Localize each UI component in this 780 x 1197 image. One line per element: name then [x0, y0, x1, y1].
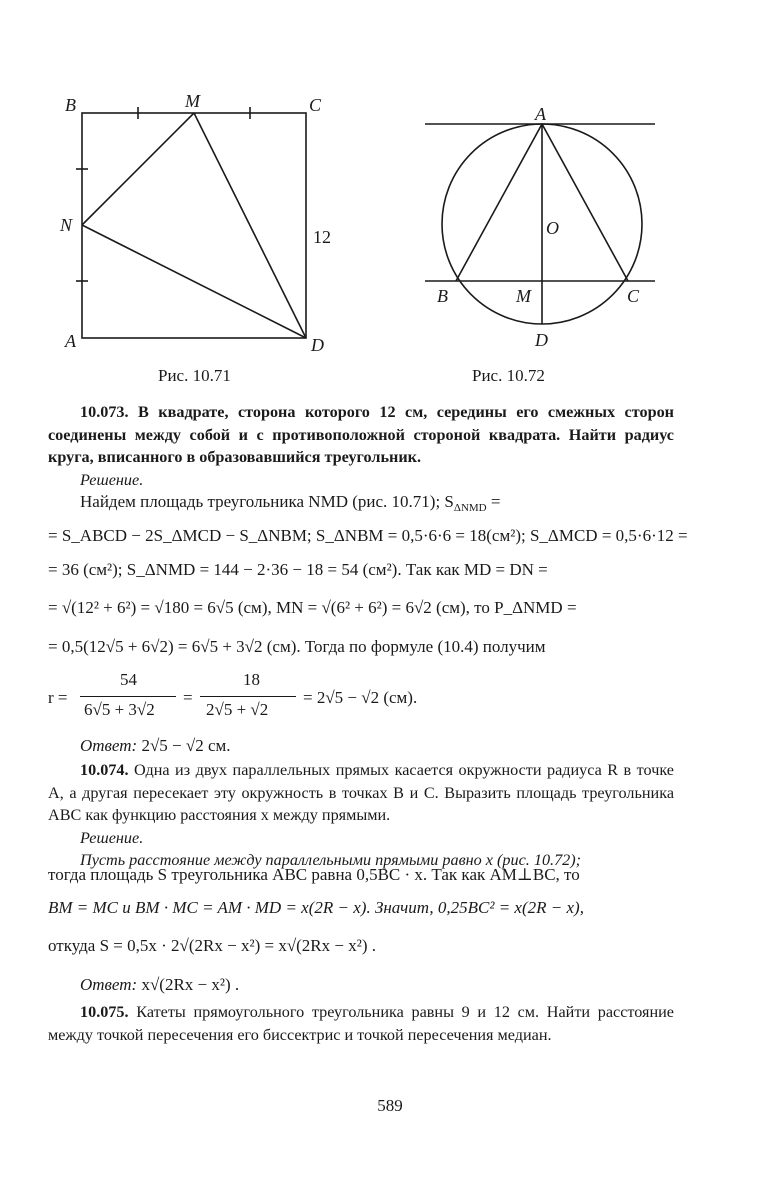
formula-line-6: тогда площадь S треугольника ABC равна 0,5BC · x. Так как AM⊥BC, то	[48, 865, 580, 884]
formula-line-5: = 0,5(12√5 + 6√2) = 6√5 + 3√2 (см). Тогда по формуле (10.4) получим	[48, 637, 546, 656]
label-b: B	[437, 286, 448, 306]
problem-10-074	[48, 759, 674, 872]
problem-number: 10.073.	[80, 403, 129, 421]
caption-10-72: Рис. 10.72	[472, 366, 545, 385]
problem-text: Катеты прямоугольного треугольника равны 9 и 12 см. Найти расстояние между точкой пересечения его биссектрис и точкой пересечения медиан.	[48, 1003, 674, 1044]
figure-10-71	[55, 85, 355, 360]
answer-value: x√(2Rx − x²) .	[137, 975, 240, 994]
formula-line-2: = S_ABCD − 2S_ΔMCD − S_ΔNBM; S_ΔNBM = 0,5·6·6 = 18(см²); S_ΔMCD = 0,5·6·12 =	[48, 526, 688, 545]
solution-label: Решение.	[80, 828, 144, 847]
label-d: D	[535, 330, 548, 350]
fraction-equals: =	[183, 688, 193, 707]
label-d: D	[311, 335, 324, 355]
formula-r	[48, 668, 468, 726]
fraction-1-numerator: 54	[120, 670, 137, 689]
fraction-1-bar	[80, 696, 176, 697]
answer-label: Ответ:	[80, 736, 138, 755]
problem-number: 10.075.	[80, 1003, 129, 1021]
formula-line-3: = 36 (см²); S_ΔNMD = 144 − 2·36 − 18 = 54 (см²). Так как MD = DN =	[48, 560, 548, 579]
page-number: 589	[377, 1096, 403, 1115]
fraction-2-bar	[200, 696, 296, 697]
problem-number: 10.074.	[80, 761, 129, 779]
problem-statement	[48, 401, 674, 469]
fraction-2-denominator: 2√5 + √2	[206, 700, 269, 719]
solution-label: Решение.	[80, 470, 144, 489]
formula-r-result: = 2√5 − √2 (см).	[303, 688, 418, 707]
formula-line-8: откуда S = 0,5x · 2√(2Rx − x²) = x√(2Rx − x²) .	[48, 936, 376, 955]
formula-r-label: r =	[48, 688, 68, 707]
problem-statement	[48, 759, 674, 827]
problem-text: Одна из двух параллельных прямых касается окружности радиуса R в точке A, а другая пересекает эту окружность в точках B и C. Выразить площадь треугольника ABC как функцию расстояния x между прямыми.	[48, 761, 674, 824]
label-m: M	[185, 91, 200, 111]
label-n: N	[60, 215, 73, 235]
segment-ac	[542, 124, 628, 281]
segment-nm	[82, 113, 194, 225]
problem-10-073	[48, 401, 674, 491]
problem-text: В квадрате, сторона которого 12 см, середины его смежных сторон соединены между собой и с противоположной стороной квадрата. Найти радиус круга, вписанного в образовавшийся треугольник.	[48, 403, 674, 466]
fraction-2-numerator: 18	[243, 670, 260, 689]
answer-10-073	[80, 735, 231, 757]
figure-10-72	[415, 100, 675, 355]
formula-line-7: BM = MC и BM · MC = AM · MD = x(2R − x). Значит, 0,25BC² = x(2R − x),	[48, 898, 584, 917]
label-a: A	[535, 104, 546, 124]
problem-statement	[48, 1001, 674, 1046]
segment-ab	[456, 124, 542, 281]
label-c: C	[627, 286, 640, 306]
formula-line-1: Найдем площадь треугольника NMD (рис. 10.71); $S_{\Delta NMD}$ =	[80, 492, 501, 514]
fraction-1-denominator: 6√5 + 3√2	[84, 700, 155, 719]
label-c: C	[309, 95, 322, 115]
solution-line-1: Пусть расстояние между параллельными прямыми равно x (рис. 10.72);	[80, 851, 582, 869]
answer-label: Ответ:	[80, 975, 138, 994]
formula-line-4: = √(12² + 6²) = √180 = 6√5 (см), MN = √(6² + 6²) = 6√2 (см), то P_ΔNMD =	[48, 598, 577, 617]
caption-10-71: Рис. 10.71	[158, 366, 231, 385]
label-m: M	[516, 286, 531, 306]
square-abcd	[82, 113, 306, 338]
segment-nd	[82, 225, 306, 338]
answer-value: 2√5 − √2 см.	[137, 736, 231, 755]
label-side-12: 12	[313, 227, 331, 247]
label-b: B	[65, 95, 76, 115]
answer-10-074	[80, 974, 239, 996]
label-a: A	[65, 331, 76, 351]
problem-10-075	[48, 1001, 674, 1046]
segment-md	[194, 113, 306, 338]
label-o: O	[546, 218, 559, 238]
